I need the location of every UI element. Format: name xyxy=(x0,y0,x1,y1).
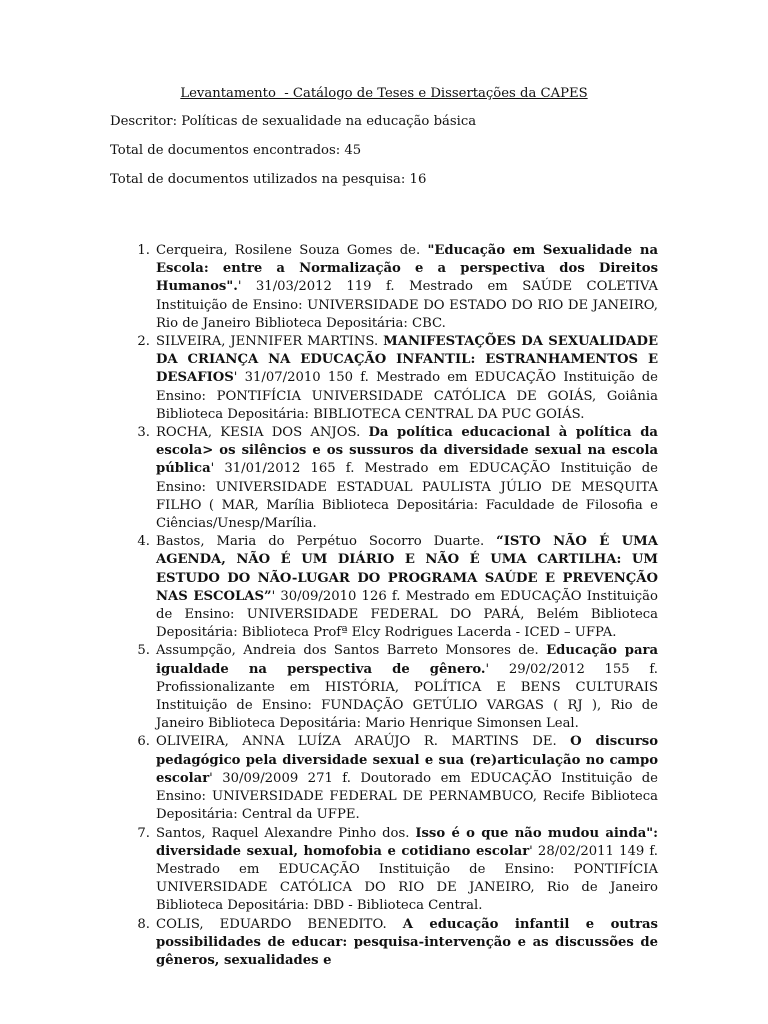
reference-author: Bastos, Maria do Perpétuo Socorro Duarte. xyxy=(156,534,497,550)
reference-details: ' 28/02/2011 149 f. Mestrado em EDUCAÇÃO Instituição de Ensino: PONTIFÍCIA UNIVERSIDADE CATÓLICA DO RIO DE JANEIRO, Rio de Janeiro Biblioteca Depositária: DBD - Biblioteca Central. xyxy=(156,843,658,914)
reference-author: SILVEIRA, JENNIFER MARTINS. xyxy=(156,334,384,350)
reference-details: ' 29/02/2012 155 f. Profissionalizante em HISTÓRIA, POLÍTICA E BENS CULTURAIS Instituição de Ensino: FUNDAÇÃO GETÚLIO VARGAS ( RJ ), Rio de Janeiro Biblioteca Depositária: Mario Henrique Simonsen Leal. xyxy=(156,661,658,732)
reference-item xyxy=(137,825,658,916)
document-title: Levantamento - Catálogo de Teses e Dissertações da CAPES xyxy=(180,86,588,101)
reference-details: ' 31/07/2010 150 f. Mestrado em EDUCAÇÃO Instituição de Ensino: PONTIFÍCIA UNIVERSIDADE CATÓLICA DE GOIÁS, Goiânia Biblioteca Depositária: BIBLIOTECA CENTRAL DA PUC GOIÁS. xyxy=(156,370,658,422)
reference-item xyxy=(137,642,659,733)
reference-title: Isso é o que não mudou ainda": diversidade sexual, homofobia e cotidiano escolar xyxy=(156,825,658,859)
reference-title: Da política educacional à política da escola> os silêncios e os sussuros da diversidade sexual na escola pública xyxy=(156,425,658,477)
reference-title: O discurso pedagógico pela diversidade sexual e sua (re)articulação no campo escolar xyxy=(156,734,658,786)
total-found-line: Total de documentos encontrados: 45 xyxy=(110,143,362,158)
reference-details: ' 30/09/2009 271 f. Doutorado em EDUCAÇÃO Instituição de Ensino: UNIVERSIDADE FEDERAL DE PERNAMBUCO, Recife Biblioteca Depositária: Central da UFPE. xyxy=(156,770,658,823)
reference-number: 2. xyxy=(137,334,150,350)
reference-details: ' 31/01/2012 165 f. Mestrado em EDUCAÇÃO Instituição de Ensino: UNIVERSIDADE ESTADUAL PAULISTA JÚLIO DE MESQUITA FILHO ( MAR, Marília Biblioteca Depositária: Faculdade de Filosofia e Ciências/Unesp/Marília. xyxy=(156,461,658,532)
reference-title: MANIFESTAÇÕES DA SEXUALIDADE DA CRIANÇA NA EDUCAÇÃO INFANTIL: ESTRANHAMENTOS E DESAFIOS xyxy=(156,334,658,386)
reference-item xyxy=(137,533,658,642)
reference-number: 4. xyxy=(137,534,150,550)
reference-author: OLIVEIRA, ANNA LUÍZA ARAÚJO R. MARTINS DE. xyxy=(156,734,571,750)
reference-number: 3. xyxy=(137,425,150,441)
reference-details: ' 30/09/2010 126 f. Mestrado em EDUCAÇÃO Instituição de Ensino: UNIVERSIDADE FEDERAL DO PARÁ, Belém Biblioteca Depositária: Biblioteca Profª Elcy Rodrigues Lacerda - ICED – UFPA. xyxy=(156,588,658,641)
reference-number: 7. xyxy=(137,825,150,841)
reference-author: Cerqueira, Rosilene Souza Gomes de. xyxy=(156,243,428,258)
descriptor-line: Descritor: Políticas de sexualidade na educação básica xyxy=(110,114,477,129)
reference-title: "Educação em Sexualidade na Escola: entre a Normalização e a perspectiva dos Direitos Humanos". xyxy=(156,243,659,295)
reference-title: “ISTO NÃO É UMA AGENDA, NÃO É UM DIÁRIO E NÃO É UMA CARTILHA: UM ESTUDO DO NÃO-LUGAR DO PROGRAMA SAÚDE E PREVENÇÃO NAS ESCOLAS” xyxy=(156,534,658,604)
reference-details: ' 31/03/2012 119 f. Mestrado em SAÚDE COLETIVA Instituição de Ensino: UNIVERSIDADE DO ESTADO DO RIO DE JANEIRO, Rio de Janeiro Biblioteca Depositária: CBC. xyxy=(156,279,658,331)
reference-item xyxy=(137,242,659,333)
reference-author: Santos, Raquel Alexandre Pinho dos. xyxy=(156,825,416,841)
total-used-line: Total de documentos utilizados na pesquisa: 16 xyxy=(110,172,427,187)
reference-author: COLIS, EDUARDO BENEDITO. xyxy=(156,916,403,932)
reference-item xyxy=(137,733,658,824)
reference-list xyxy=(137,242,659,970)
reference-number: 8. xyxy=(137,916,150,932)
reference-item xyxy=(137,333,658,424)
reference-number: 1. xyxy=(137,243,150,258)
reference-item xyxy=(137,424,658,533)
reference-number: 6. xyxy=(137,734,150,750)
reference-author: Assumpção, Andreia dos Santos Barreto Monsores de. xyxy=(156,643,547,659)
reference-title: Educação para igualdade na perspectiva de gênero. xyxy=(156,643,659,677)
reference-title: A educação infantil e outras possibilidades de educar: pesquisa-intervenção e as discussões de gêneros, sexualidades e xyxy=(156,916,658,968)
reference-number: 5. xyxy=(137,643,150,659)
reference-author: ROCHA, KESIA DOS ANJOS. xyxy=(156,425,369,441)
reference-item xyxy=(137,916,658,971)
